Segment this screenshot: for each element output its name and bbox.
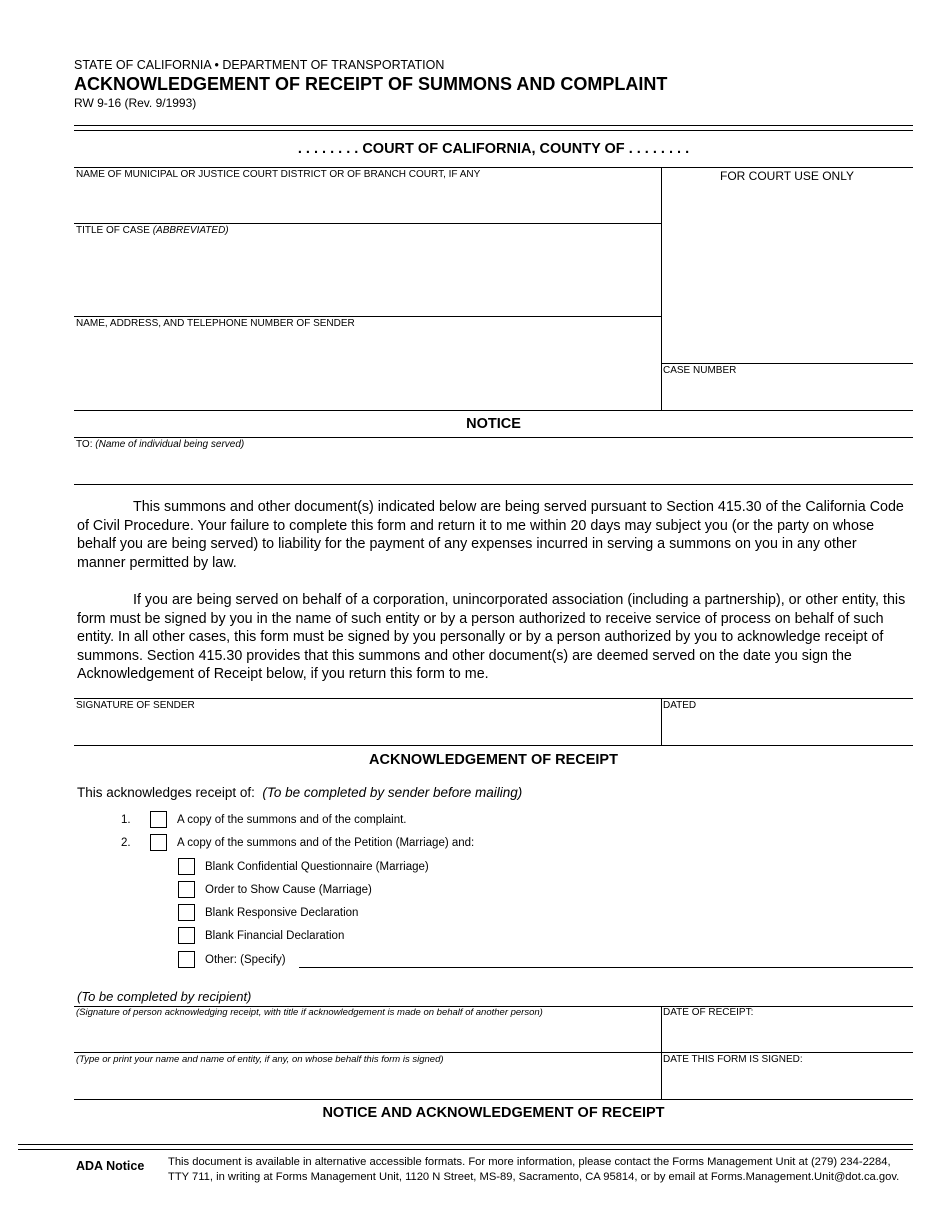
item-number-1: 1.: [121, 814, 131, 826]
financial-declaration-label: Blank Financial Declaration: [205, 930, 345, 942]
ada-line-1: This document is available in alternative accessible formats. For more information, please contact the Forms Management Unit at (279) 234-2284,: [168, 1156, 891, 1168]
order-to-show-cause-checkbox[interactable]: [178, 881, 195, 898]
footer-heading: NOTICE AND ACKNOWLEDGEMENT OF RECEIPT: [322, 1105, 665, 1121]
recipient-mid-rule: [74, 1052, 913, 1053]
court-divider: [661, 167, 662, 410]
recipient-note: (To be completed by recipient): [77, 989, 252, 1004]
date-of-receipt-field[interactable]: [663, 1020, 911, 1050]
to-rule: [74, 484, 913, 485]
district-field[interactable]: [76, 182, 656, 220]
district-rule: [74, 223, 661, 224]
date-signed-field[interactable]: [663, 1067, 911, 1097]
ada-label: ADA Notice: [76, 1159, 145, 1173]
recipient-signature-note: (Signature of person acknowledging receipt, with title if acknowledgement is made on behalf of another person): [76, 1007, 543, 1018]
title-rule: [74, 316, 661, 317]
signature-divider: [661, 698, 662, 745]
notice-paragraph-1: This summons and other document(s) indicated below are being served pursuant to Section 415.30 of the California Code of Civil Procedure. Your failure to complete this form and return it to me within 20 days may subject you (or the party on whose behalf you are being served) to liability for the payment of any expenses incurred in serving a summons on you in any other manner permitted by law.: [77, 499, 904, 571]
court-rule: [74, 167, 913, 168]
district-label: NAME OF MUNICIPAL OR JUSTICE COURT DISTRICT OR OF BRANCH COURT, IF ANY: [76, 169, 481, 180]
notice-heading: NOTICE: [466, 416, 521, 432]
item-number-2: 2.: [121, 837, 131, 849]
date-of-receipt-label: DATE OF RECEIPT:: [663, 1007, 754, 1018]
court-heading: . . . . . . . . COURT OF CALIFORNIA, COUNTY OF . . . . . . . .: [297, 141, 690, 157]
case-number-label: CASE NUMBER: [663, 365, 737, 376]
sender-field[interactable]: [76, 331, 656, 407]
header-rule-1: [74, 125, 913, 126]
case-number-rule: [661, 363, 913, 364]
case-number-field[interactable]: [663, 378, 911, 408]
to-label: TO: (Name of individual being served): [76, 439, 245, 450]
signature-bottom-rule: [74, 745, 913, 746]
form-title: ACKNOWLEDGEMENT OF RECEIPT OF SUMMONS AND COMPLAINT: [74, 74, 668, 94]
signature-top-rule: [74, 698, 913, 699]
recipient-name-field[interactable]: [76, 1067, 656, 1097]
notice-paragraph-2: If you are being served on behalf of a corporation, unincorporated association (including a partnership), or other entity, this form must be signed by you in the name of such entity or by a person authorized to receive service of process on behalf of such entity. In all other cases, this form must be signed by you personally or by a person authorized by you to acknowledge receipt of summons. Section 415.30 provides that this summons and other document(s) are deemed served on the date you sign the Acknowledgement of Receipt below, if you return this form to me.: [77, 592, 906, 683]
court-bottom-rule: [74, 410, 913, 411]
item-2-checkbox[interactable]: [150, 834, 167, 851]
other-specify-field[interactable]: [299, 951, 913, 968]
ada-rule-2: [18, 1149, 913, 1150]
header-rule-2: [74, 130, 913, 131]
item-2-label: A copy of the summons and of the Petition (Marriage) and:: [177, 837, 475, 849]
ada-text: [168, 1155, 950, 1185]
ada-line-2: TTY 711, in writing at Forms Management Unit, 1120 N Street, MS-89, Sacramento, CA 95814, or by email at Forms.Management.Unit@dot.ca.gov.: [168, 1171, 900, 1183]
date-signed-label: DATE THIS FORM IS SIGNED:: [663, 1054, 803, 1065]
title-of-case-field[interactable]: [76, 238, 656, 313]
confidential-questionnaire-label: Blank Confidential Questionnaire (Marriage): [205, 861, 429, 873]
title-of-case-label: TITLE OF CASE (ABBREVIATED): [76, 225, 229, 236]
item-1-checkbox[interactable]: [150, 811, 167, 828]
responsive-declaration-label: Blank Responsive Declaration: [205, 907, 359, 919]
recipient-name-note: (Type or print your name and name of entity, if any, on whose behalf this form is signed): [76, 1054, 444, 1065]
ada-rule-1: [18, 1144, 913, 1145]
dated-field[interactable]: [663, 713, 911, 743]
confidential-questionnaire-checkbox[interactable]: [178, 858, 195, 875]
signature-of-sender-field[interactable]: [76, 713, 656, 743]
to-field[interactable]: [76, 452, 911, 482]
receipt-heading: ACKNOWLEDGEMENT OF RECEIPT: [369, 752, 618, 768]
other-checkbox[interactable]: [178, 951, 195, 968]
form-id: RW 9-16 (Rev. 9/1993): [74, 96, 197, 110]
dated-label: DATED: [663, 700, 697, 711]
sender-label: NAME, ADDRESS, AND TELEPHONE NUMBER OF SENDER: [76, 318, 355, 329]
item-1-label: A copy of the summons and of the complaint.: [177, 814, 407, 826]
court-use-label: FOR COURT USE ONLY: [719, 169, 855, 183]
order-to-show-cause-label: Order to Show Cause (Marriage): [205, 884, 372, 896]
other-label: Other: (Specify): [205, 954, 286, 966]
signature-of-sender-label: SIGNATURE OF SENDER: [76, 700, 195, 711]
recipient-bottom-rule: [74, 1099, 913, 1100]
recipient-signature-field[interactable]: [76, 1020, 656, 1050]
agency-line: STATE OF CALIFORNIA • DEPARTMENT OF TRANSPORTATION: [74, 58, 445, 72]
receipt-intro: This acknowledges receipt of: (To be completed by sender before mailing): [77, 785, 523, 800]
financial-declaration-checkbox[interactable]: [178, 927, 195, 944]
responsive-declaration-checkbox[interactable]: [178, 904, 195, 921]
notice-rule: [74, 437, 913, 438]
